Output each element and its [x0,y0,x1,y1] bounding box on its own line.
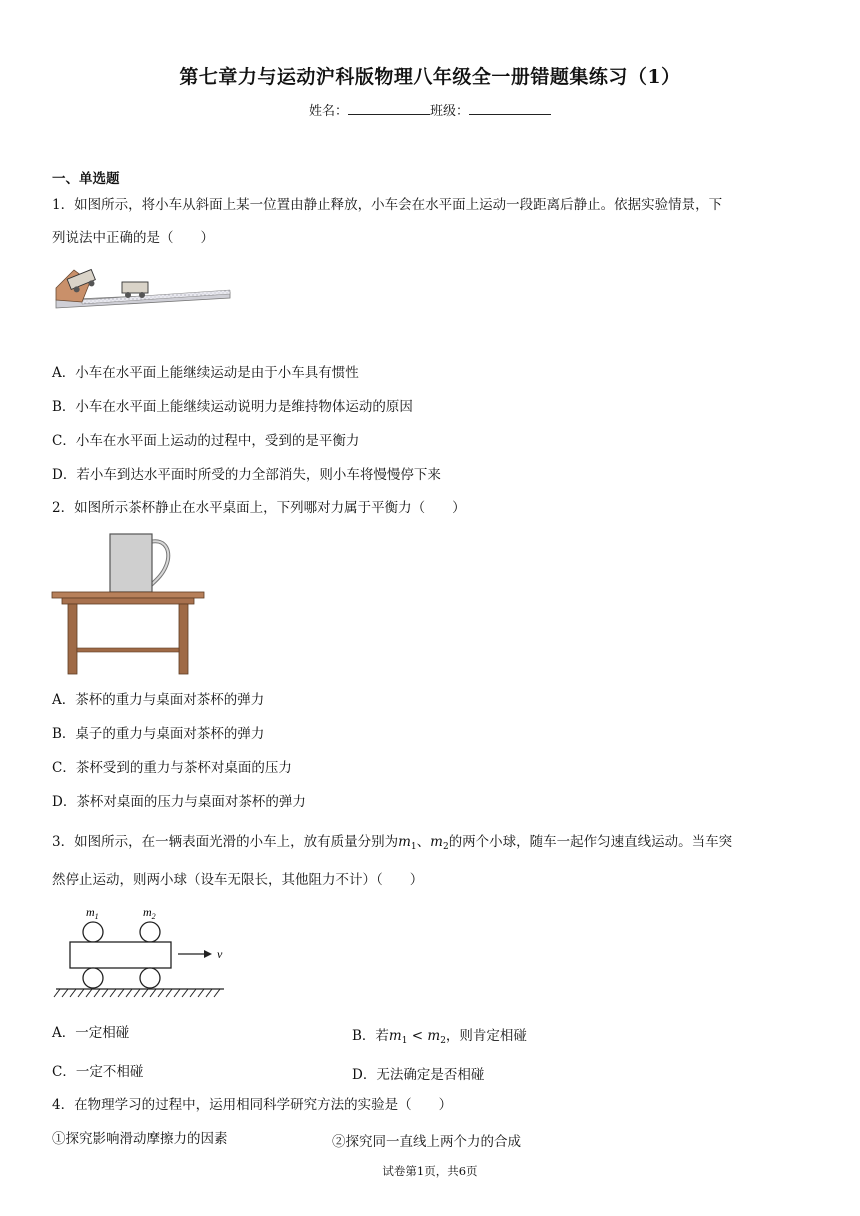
q1-figure-ramp-cart [52,262,234,314]
q3-option-b[interactable] [352,1024,527,1046]
mass-separator: 、 [416,834,431,850]
optb-m1-symbol: m [388,1028,402,1044]
q1-stem-line2: 列说法中正确的是（ ） [52,230,214,246]
q1-option-b[interactable]: B．小车在水平面上能继续运动说明力是维持物体运动的原因 [52,399,413,415]
fig-label-m1: $m_1$ [86,905,99,921]
name-label: 姓名： [308,104,348,119]
mass-m2-symbol: m [430,834,443,850]
q3-option-c[interactable]: C．一定不相碰 [52,1064,144,1080]
q1-option-c[interactable]: C．小车在水平面上运动的过程中，受到的是平衡力 [52,433,360,449]
mass-m2-subscript: 2 [442,842,449,852]
q2-option-b[interactable]: B．桌子的重力与桌面对茶杯的弹力 [52,726,265,742]
q2-option-c[interactable]: C．茶杯受到的重力与茶杯对桌面的压力 [52,760,292,776]
q4-item-2: ②探究同一直线上两个力的合成 [332,1134,521,1150]
q3-option-d[interactable]: D．无法确定是否相碰 [352,1067,485,1083]
q1-stem-line1: 1．如图所示，将小车从斜面上某一位置由静止释放，小车会在水平面上运动一段距离后静止。依据实验情景，下 [52,197,723,213]
q3-option-b-suffix: ，则肯定相碰 [445,1028,527,1044]
section-heading: 一、单选题 [52,171,120,187]
q1-option-d[interactable]: D．若小车到达水平面时所受的力全部消失，则小车将慢慢停下来 [52,467,441,483]
q3-option-b-prefix: B．若 [352,1028,389,1044]
q2-figure-cup-on-table [50,530,208,678]
fig-label-velocity: v [217,947,223,961]
page-title: 第七章力与运动沪科版物理八年级全一册错题集练习（1） [179,66,681,88]
q2-option-d[interactable]: D．茶杯对桌面的压力与桌面对茶杯的弹力 [52,794,306,810]
q3-stem-line1 [52,833,732,856]
optb-less-than: < [407,1028,428,1044]
name-blank[interactable] [348,102,430,115]
q3-figure-cart-two-balls [52,903,230,999]
mass-m1-symbol: m [398,834,411,850]
student-info [0,100,860,119]
q3-stem-line2: 然停止运动，则两小球（设车无限长，其他阻力不计）（ ） [52,872,424,888]
class-label: 班级： [430,104,470,119]
q4-stem: 4．在物理学习的过程中，运用相同科学研究方法的实验是（ ） [52,1097,453,1113]
q3-stem-part-a: 3．如图所示，在一辆表面光滑的小车上，放有质量分别为 [52,834,399,850]
optb-m2-symbol: m [427,1028,441,1044]
q3-stem-part-b: 的两个小球，随车一起作匀速直线运动。当车突 [448,834,733,850]
fig-label-m2: $m_2$ [143,905,156,921]
page-footer: 试卷第1页，共6页 [382,1164,478,1178]
q1-option-a[interactable]: A．小车在水平面上能继续运动是由于小车具有惯性 [52,365,359,381]
optb-m2-subscript: 2 [440,1036,446,1046]
optb-m1-subscript: 1 [401,1036,408,1046]
q3-option-a[interactable]: A．一定相碰 [52,1025,130,1041]
q2-option-a[interactable]: A．茶杯的重力与桌面对茶杯的弹力 [52,692,265,708]
class-blank[interactable] [469,102,551,115]
q4-item-1: ①探究影响滑动摩擦力的因素 [52,1131,228,1147]
mass-m1-subscript: 1 [410,842,417,852]
q2-stem: 2．如图所示茶杯静止在水平桌面上，下列哪对力属于平衡力（ ） [52,500,466,516]
